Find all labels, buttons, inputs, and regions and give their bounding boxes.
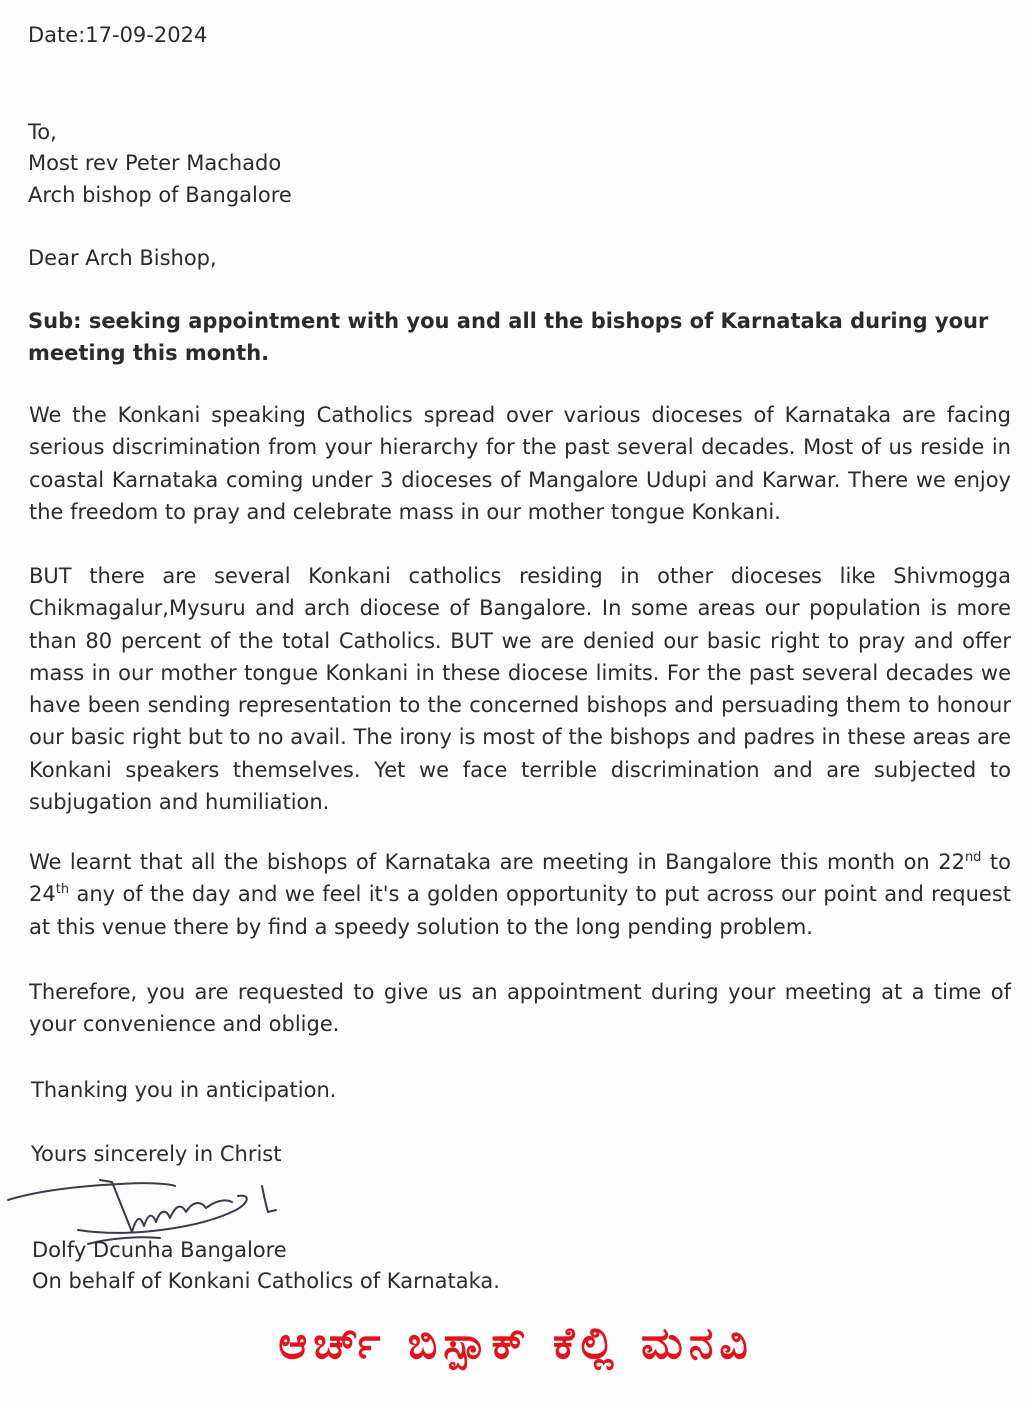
recipient-title: Arch bishop of Bangalore [28, 183, 292, 207]
paragraph-1 [29, 399, 1011, 528]
recipient-name: Most rev Peter Machado [28, 151, 282, 175]
subject-line-2: meeting this month. [28, 341, 270, 365]
kannada-caption: ಆರ್ಚ್ ಬಿಸ್ಪಾಕ್ ಕೆಲ್ಲಿ ಮನವಿ [278, 1318, 754, 1369]
salutation: Dear Arch Bishop, [28, 246, 217, 270]
letter-to: To, [28, 120, 57, 144]
paragraph-2-text: BUT there are several Konkani catholics residing in other dioceses like Shivmogga Chikmagalur,Mysuru and arch diocese of Bangalore. In some areas our population is more than 80 percent of the total Catholics. BUT we are denied our basic right to pray and offer mass in our mother tongue Konkani in these diocese limits. For the past several decades we have been sending representation to the concerned bishops and persuading them to honour our basic right but to no avail. The irony is most of the bishops and padres in these areas are Konkani speakers themselves. Yet we face terrible discrimination and are subjected to subjugation and humiliation. [29, 564, 1011, 815]
paragraph-3-part-a: We learnt that all the bishops of Karnataka are meeting in Bangalore this month on 22 [29, 850, 965, 874]
sender-organization: On behalf of Konkani Catholics of Karnataka. [32, 1269, 500, 1293]
paragraph-3-part-c: any of the day and we feel it's a golden opportunity to put across our point and request at this venue there by find a speedy solution to the long pending problem. [29, 882, 1011, 939]
paragraph-4-text: Therefore, you are requested to give us an appointment during your meeting at a time of your convenience and oblige. [29, 980, 1011, 1037]
paragraph-1-text: We the Konkani speaking Catholics spread over various dioceses of Karnataka are facing serious discrimination from your hierarchy for the past several decades. Most of us reside in coastal Karnataka coming under 3 dioceses of Mangalore Udupi and Karwar. There we enjoy the freedom to pray and celebrate mass in our mother tongue Konkani. [29, 403, 1011, 524]
paragraph-3 [29, 846, 1011, 943]
letter-date: Date:17-09-2024 [28, 23, 208, 47]
thanks-line: Thanking you in anticipation. [31, 1078, 337, 1102]
paragraph-3-part-b: to 24 [29, 850, 1011, 907]
subject-line-1: Sub: seeking appointment with you and all the bishops of Karnataka during your [28, 309, 989, 333]
ordinal-suffix-th: th [55, 882, 70, 898]
paragraph-4 [29, 976, 1011, 1041]
ordinal-suffix-nd: nd [964, 850, 982, 865]
paragraph-2 [29, 560, 1011, 818]
sender-name: Dolfy Dcunha Bangalore [32, 1238, 287, 1262]
closing-line: Yours sincerely in Christ [31, 1142, 282, 1166]
paragraph-3-text [29, 846, 1011, 943]
